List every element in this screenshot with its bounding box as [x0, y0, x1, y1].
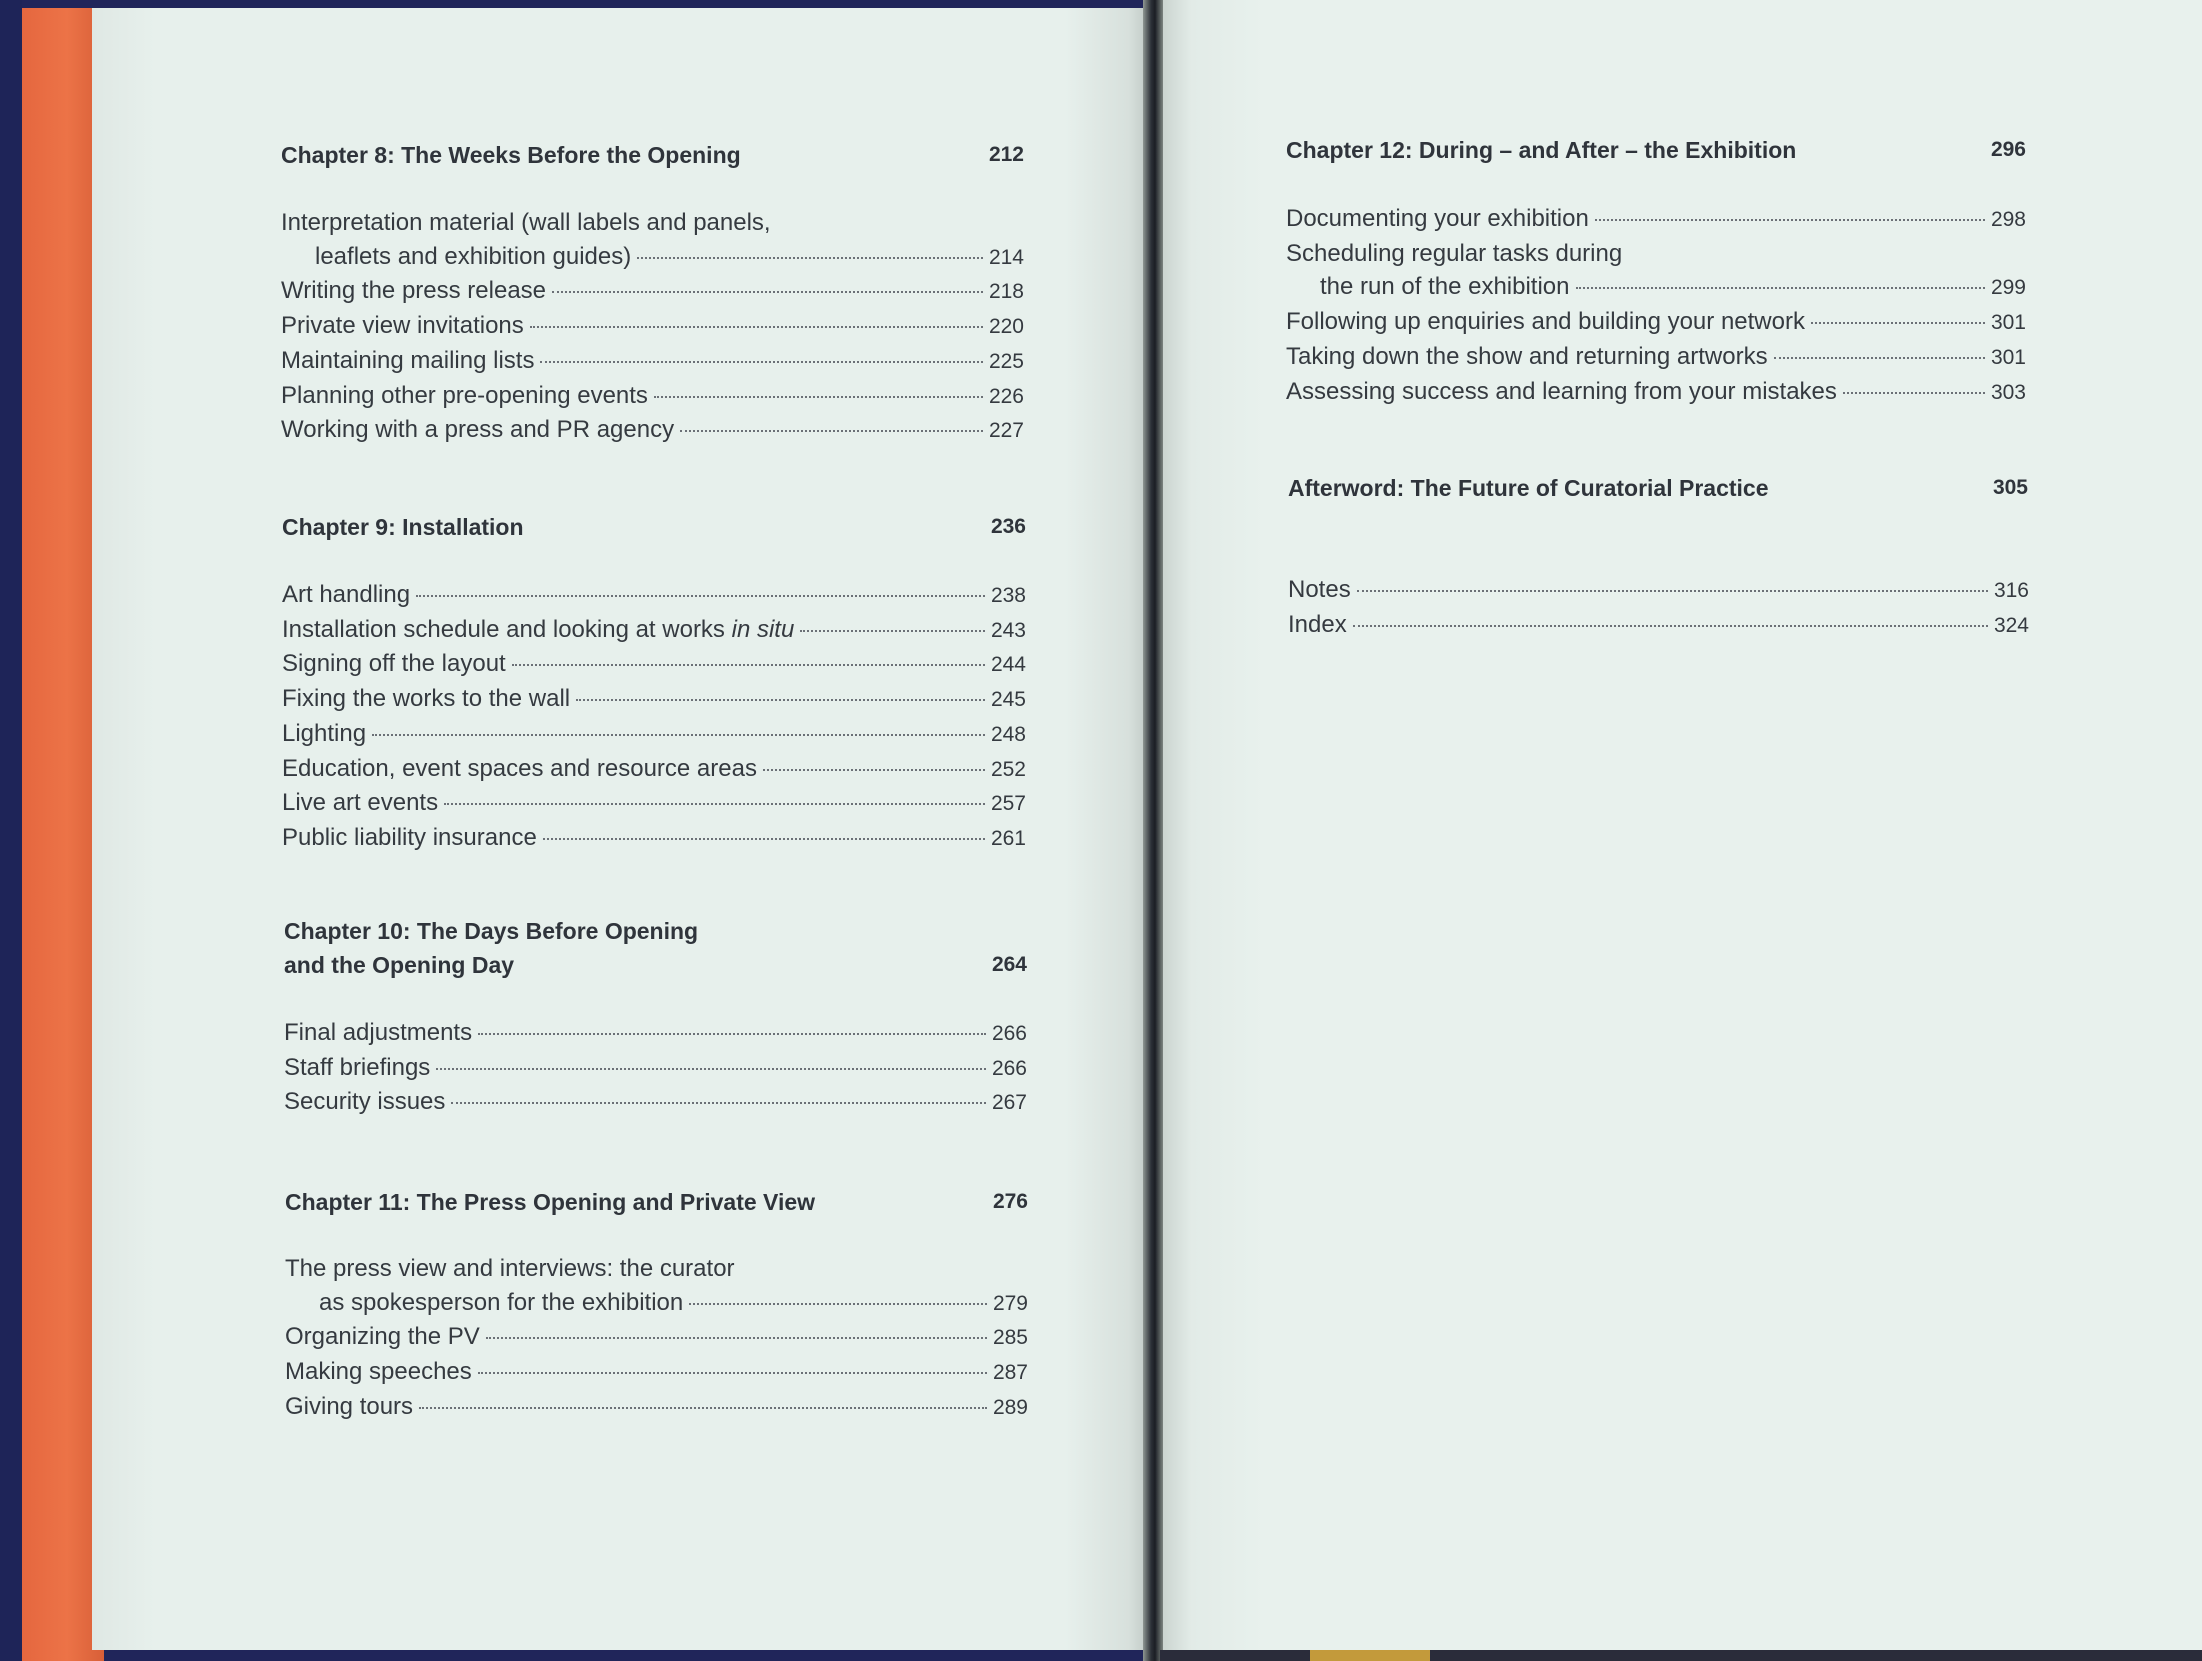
book-gutter	[1143, 0, 1163, 1661]
toc-entry: as spokesperson for the exhibition 279	[285, 1286, 1028, 1321]
dot-leader	[800, 630, 985, 632]
toc-entry: Fixing the works to the wall 245	[282, 682, 1026, 717]
toc-entry: Working with a press and PR agency 227	[281, 413, 1024, 448]
entry-list	[1288, 573, 2029, 642]
toc-entry: Installation schedule and looking at works in situ 243	[282, 613, 1026, 648]
toc-entry: Public liability insurance 261	[282, 821, 1026, 856]
page-number: 287	[992, 1361, 1028, 1385]
toc-entry: Assessing success and learning from your mistakes 303	[1286, 375, 2026, 410]
page-number: 301	[1990, 345, 2026, 369]
toc-entry: Staff briefings 266	[284, 1051, 1027, 1086]
page-number: 267	[991, 1091, 1027, 1115]
dot-leader	[530, 326, 983, 328]
toc-entry: Taking down the show and returning artworks 301	[1286, 340, 2026, 375]
chapter-page-number: 296	[1990, 138, 2026, 161]
chapter-heading	[1288, 471, 2028, 505]
toc-entry: Live art events 257	[282, 786, 1026, 821]
toc-entry: Security issues 267	[284, 1085, 1027, 1120]
page-number: 279	[992, 1291, 1028, 1315]
toc-entry: Signing off the layout 244	[282, 647, 1026, 682]
dot-leader	[512, 664, 985, 666]
dot-leader	[372, 734, 985, 736]
page-number: 285	[992, 1326, 1028, 1350]
page-number: 266	[991, 1022, 1027, 1045]
cover-board-edge	[0, 0, 22, 1661]
page-number: 238	[990, 584, 1026, 607]
dot-leader	[543, 838, 985, 840]
chapter-title: Chapter 10: The Days Before Opening and the Opening Day	[284, 918, 699, 978]
page-number: 226	[988, 384, 1024, 408]
toc-entry: The press view and interviews: the curator	[285, 1255, 735, 1282]
toc-entry: Interpretation material (wall labels and panels,	[281, 209, 771, 236]
dot-leader	[451, 1102, 986, 1104]
toc-entry: Final adjustments 266	[284, 1016, 1027, 1051]
dot-leader	[654, 396, 983, 398]
dot-leader	[1843, 392, 1985, 394]
chapter-page-number: 276	[992, 1190, 1028, 1213]
entry-list	[282, 578, 1026, 856]
chapter-title: Chapter 9: Installation	[282, 514, 524, 540]
dot-leader	[1595, 219, 1985, 221]
page-number: 252	[990, 757, 1026, 781]
toc-entry: Writing the press release 218	[281, 274, 1024, 309]
entry-list	[281, 206, 1024, 448]
page-number: 227	[988, 419, 1024, 443]
dot-leader	[416, 595, 985, 597]
chapter-page-number: 236	[990, 515, 1026, 538]
toc-entry: Documenting your exhibition 298	[1286, 202, 2026, 237]
chapter-title: Chapter 11: The Press Opening and Private View	[285, 1189, 816, 1215]
toc-entry: Following up enquiries and building your network 301	[1286, 305, 2026, 340]
page-number: 303	[1990, 380, 2026, 404]
dot-leader	[478, 1033, 986, 1035]
page-number: 257	[990, 792, 1026, 816]
chapter-heading	[282, 510, 1026, 544]
chapter-title: Chapter 12: During – and After – the Exhibition	[1286, 137, 1797, 163]
entry-list	[284, 1016, 1027, 1120]
bottom-edge-strip	[1160, 1650, 2202, 1661]
page-number: 289	[992, 1395, 1028, 1419]
dot-leader	[1357, 590, 1988, 592]
dot-leader	[419, 1407, 987, 1409]
dot-leader	[680, 430, 983, 432]
dot-leader	[637, 257, 983, 259]
toc-entry: Art handling 238	[282, 578, 1026, 613]
toc-entry: Notes 316	[1288, 573, 2029, 608]
dot-leader	[1774, 357, 1985, 359]
chapter-heading	[285, 1185, 1028, 1219]
dot-leader	[540, 361, 983, 363]
page-number: 316	[1993, 579, 2029, 602]
toc-entry: Private view invitations 220	[281, 309, 1024, 344]
toc-entry: Making speeches 287	[285, 1355, 1028, 1390]
page-number: 301	[1990, 311, 2026, 335]
page-number: 218	[988, 280, 1024, 304]
page-number: 261	[990, 826, 1026, 850]
dot-leader	[1811, 322, 1985, 324]
page-number: 248	[990, 722, 1026, 746]
toc-entry: Education, event spaces and resource areas 252	[282, 752, 1026, 787]
entry-list	[285, 1252, 1028, 1425]
chapter-heading	[1286, 133, 2026, 167]
chapter-page-number: 264	[991, 953, 1027, 976]
dot-leader	[436, 1068, 986, 1070]
toc-entry: Lighting 248	[282, 717, 1026, 752]
page-number: 244	[990, 653, 1026, 677]
dot-leader	[1576, 287, 1985, 289]
chapter-heading	[284, 914, 1027, 982]
page-number: 220	[988, 315, 1024, 339]
chapter-page-number: 305	[1992, 476, 2028, 499]
dot-leader	[486, 1337, 987, 1339]
toc-entry: Organizing the PV 285	[285, 1320, 1028, 1355]
dot-leader	[478, 1372, 987, 1374]
toc-entry: Maintaining mailing lists 225	[281, 344, 1024, 379]
dot-leader	[689, 1303, 987, 1305]
toc-entry: Index 324	[1288, 608, 2029, 643]
toc-entry: leaflets and exhibition guides) 214	[281, 240, 1024, 275]
toc-entry: Planning other pre-opening events 226	[281, 379, 1024, 414]
page-number: 299	[1990, 276, 2026, 300]
dot-leader	[1353, 625, 1988, 627]
page-number: 214	[988, 245, 1024, 269]
chapter-page-number: 212	[988, 143, 1024, 166]
entry-list	[1286, 202, 2026, 409]
dot-leader	[763, 769, 985, 771]
chapter-heading	[281, 138, 1024, 172]
chapter-title: Chapter 8: The Weeks Before the Opening	[281, 142, 741, 168]
page-number: 225	[988, 349, 1024, 373]
chapter-title: Afterword: The Future of Curatorial Practice	[1288, 475, 1769, 501]
page-number: 243	[990, 618, 1026, 642]
page-number: 245	[990, 688, 1026, 712]
toc-entry: Scheduling regular tasks during	[1286, 239, 1623, 267]
toc-entry: the run of the exhibition 299	[1286, 270, 2026, 305]
dot-leader	[576, 699, 985, 701]
page-number: 298	[1990, 208, 2026, 231]
toc-entry: Giving tours 289	[285, 1390, 1028, 1425]
page-number: 324	[1993, 613, 2029, 637]
dot-leader	[444, 803, 985, 805]
dot-leader	[552, 291, 983, 293]
page-number: 266	[991, 1056, 1027, 1080]
